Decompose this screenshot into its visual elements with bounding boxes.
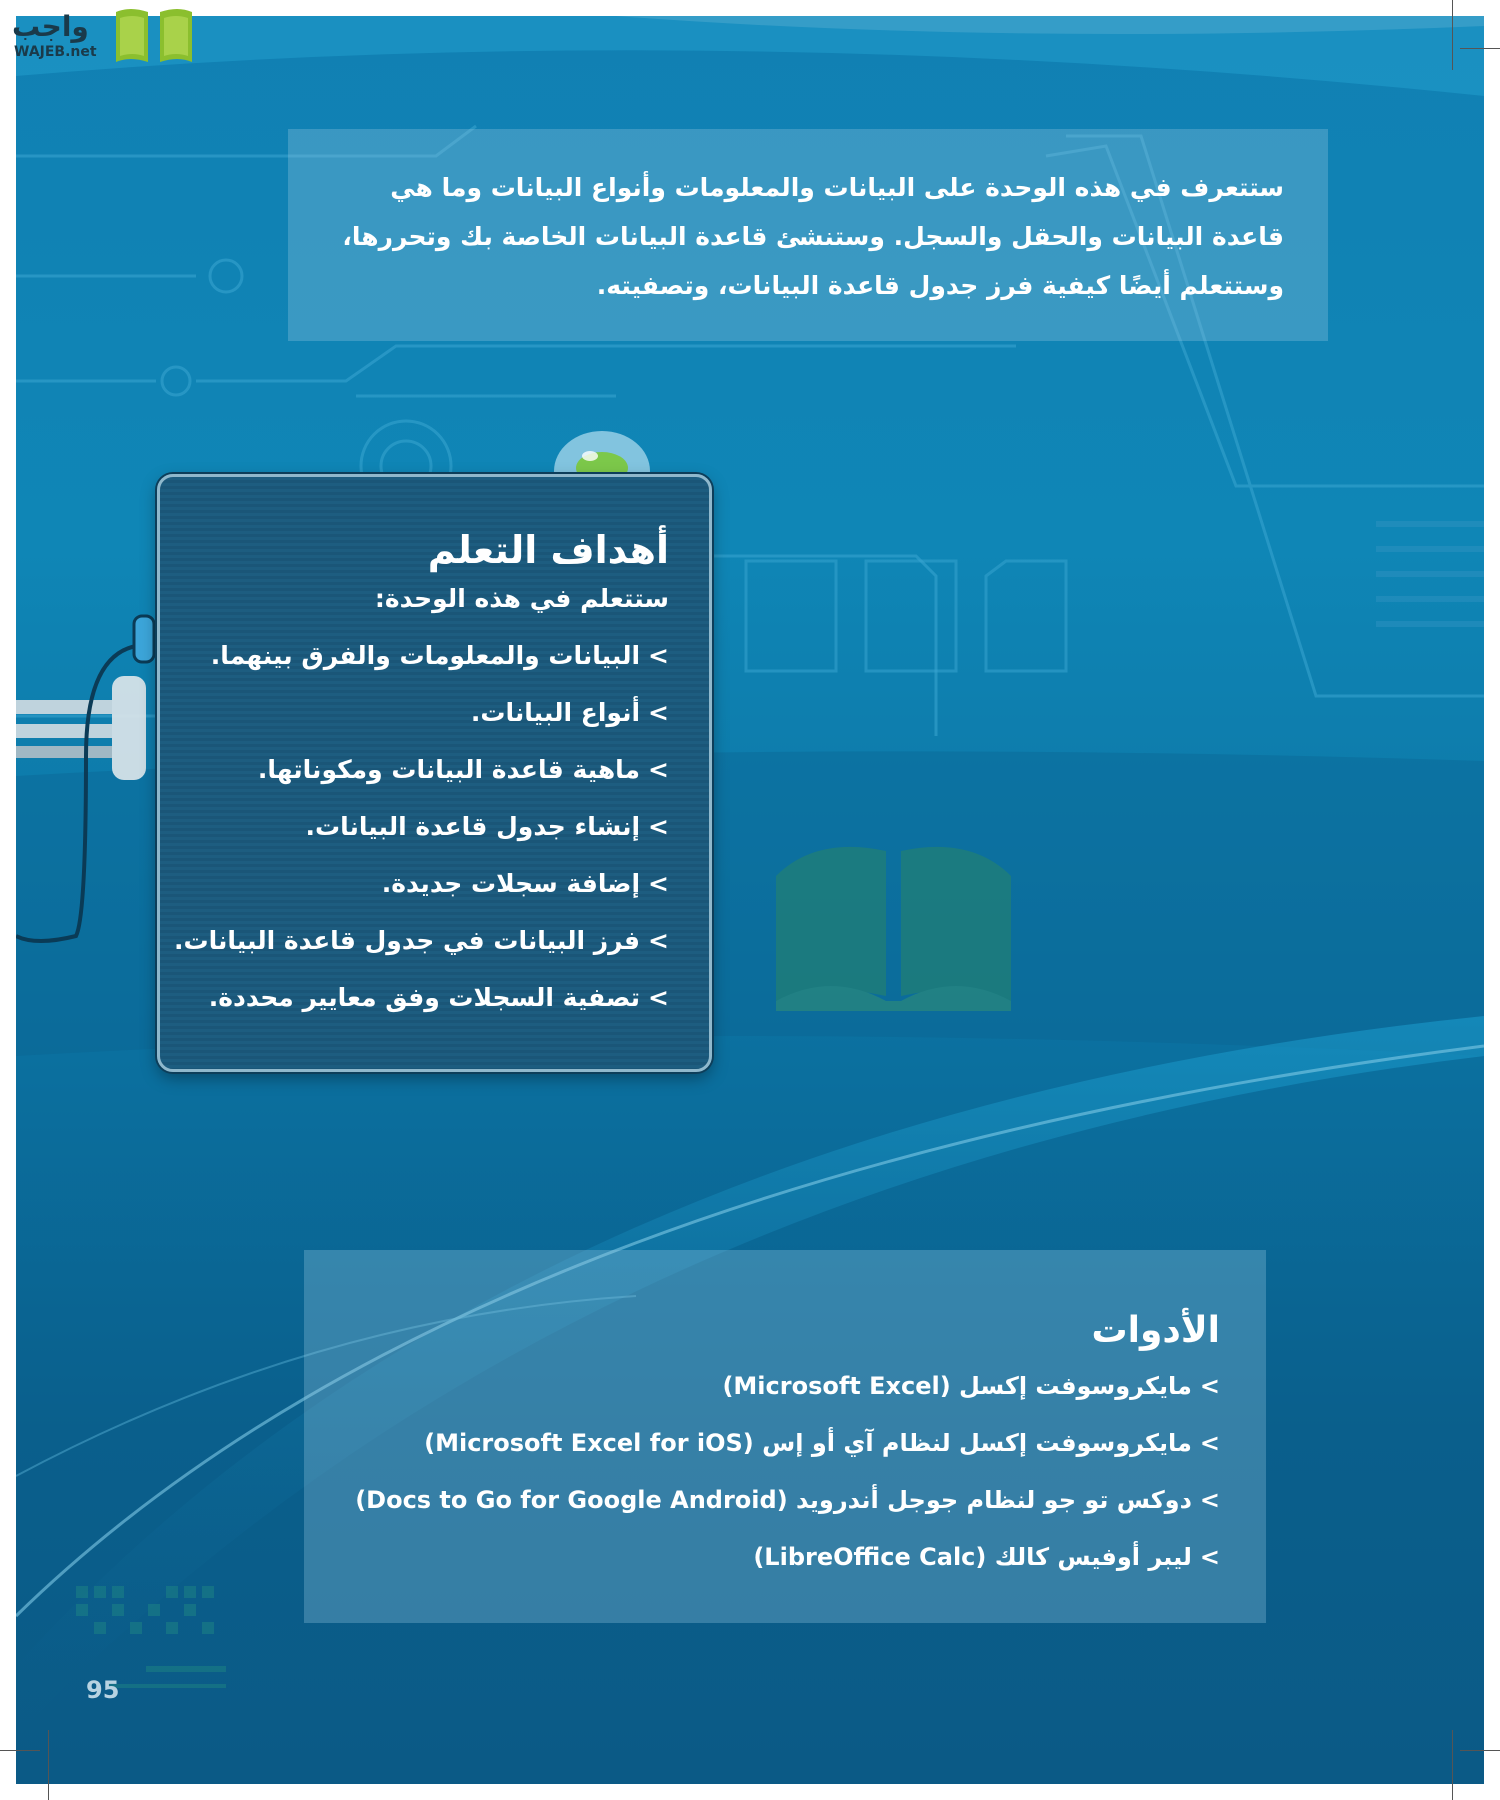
bullet-icon: > (648, 983, 669, 1012)
intro-box (288, 129, 1328, 341)
bullet-icon: > (1199, 1543, 1220, 1571)
crop-mark (1460, 48, 1500, 49)
bullet-icon: > (648, 698, 669, 727)
objectives-title: أهداف التعلم (427, 528, 669, 572)
objectives-subtitle: ستتعلم في هذه الوحدة: (374, 584, 669, 613)
tool-item: >مايكروسوفت إكسل لنظام آي أو إس (Microsoft Excel for iOS) (424, 1429, 1220, 1457)
logo-subtext: WAJEB.net (14, 44, 97, 60)
tool-item: >مايكروسوفت إكسل (Microsoft Excel) (722, 1372, 1220, 1400)
bullet-icon: > (648, 755, 669, 784)
tools-list (334, 1358, 1220, 1586)
objective-item: >ماهية قاعدة البيانات ومكوناتها. (257, 755, 669, 784)
tool-item: >دوكس تو جو لنظام جوجل أندرويد (Docs to Go for Google Android) (355, 1486, 1220, 1514)
tools-box (304, 1250, 1266, 1623)
bullet-icon: > (1199, 1486, 1220, 1514)
objective-item: >إنشاء جدول قاعدة البيانات. (305, 812, 669, 841)
bullet-icon: > (648, 926, 669, 955)
wajeb-logo[interactable] (8, 4, 193, 66)
bullet-icon: > (648, 869, 669, 898)
crop-mark (0, 1750, 40, 1751)
crop-mark (48, 1730, 49, 1800)
crop-mark (1452, 1730, 1453, 1800)
tools-title: الأدوات (1091, 1310, 1220, 1351)
objective-item: >فرز البيانات في جدول قاعدة البيانات. (174, 926, 669, 955)
objective-item: >البيانات والمعلومات والفرق بينهما. (210, 641, 669, 670)
crop-mark (1460, 1750, 1500, 1751)
objective-item: >إضافة سجلات جديدة. (381, 869, 669, 898)
bullet-icon: > (648, 812, 669, 841)
objective-item: >أنواع البيانات. (470, 698, 669, 727)
crop-mark (1452, 0, 1453, 70)
objective-item: >تصفية السجلات وفق معايير محددة. (208, 983, 669, 1012)
intro-paragraph: ستتعرف في هذه الوحدة على البيانات والمعلومات وأنواع البيانات وما هي قاعدة البيانات والحقل والسجل. وستنشئ قاعدة البيانات الخاصة بك وتحررها، وستتعلم أيضًا كيفية فرز جدول قاعدة البيانات، وتصفيته. (342, 173, 1284, 300)
bullet-icon: > (1199, 1372, 1220, 1400)
learning-objectives-panel (157, 474, 712, 1072)
objectives-list (174, 627, 669, 1026)
bullet-icon: > (1199, 1429, 1220, 1457)
page-number: 95 (86, 1676, 120, 1704)
logo-text: واجب (12, 10, 89, 43)
tool-item: >ليبر أوفيس كالك (LibreOffice Calc) (753, 1543, 1220, 1571)
bullet-icon: > (648, 641, 669, 670)
page (16, 16, 1484, 1784)
